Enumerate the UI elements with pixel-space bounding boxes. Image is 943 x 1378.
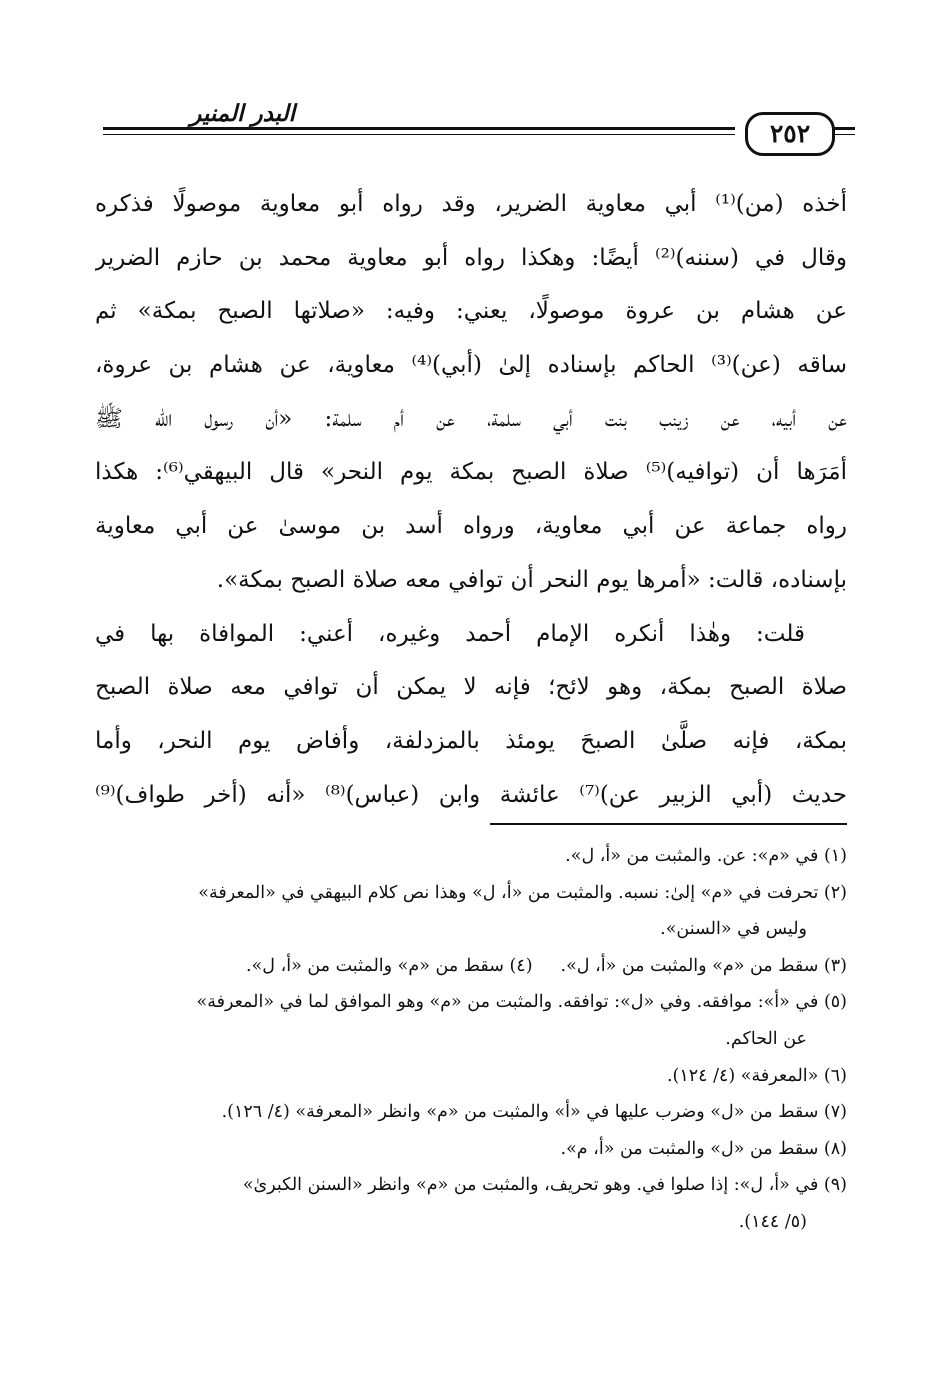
text-line: أخذه (من)⁽¹⁾ أبي معاوية الضرير، وقد رواه أبو معاوية موصولًا فذكره <box>95 191 847 217</box>
header-rule <box>103 127 735 130</box>
footnote: (٩) في «أ، ل»: إذا صلوا في. وهو تحريف، والمثبت من «م» وانظر «السنن الكبرىٰ» <box>242 1175 847 1196</box>
footnote: (٥) في «أ»: موافقه. وفي «ل»: توافقه. والمثبت من «م» وهو الموافق لما في «المعرفة» <box>196 992 847 1013</box>
footnote: (٨) سقط من «ل» والمثبت من «أ، م». <box>560 1138 847 1159</box>
footnote: (١) في «م»: عن. والمثبت من «أ، ل». <box>565 846 847 866</box>
text-line: ساقه (عن)⁽³⁾ الحاكم بإسناده إلىٰ (أبي)⁽⁴⁾ معاوية، عن هشام بن عروة، <box>95 352 847 379</box>
text-line: عن أبيه، عن زينب بنت أبي سلمة، عن أم سلمة: «أن رسول الله ﷺ <box>95 405 847 432</box>
footnote-continuation: (٥/ ١٤٤). <box>738 1211 807 1232</box>
page-number: ٢٥٢ <box>745 112 835 156</box>
text-line: بمكة، فإنه صلَّىٰ الصبحَ يومئذ بالمزدلفة، وأفاض يوم النحر، وأما <box>95 727 847 754</box>
footnote: (٣) سقط من «م» والمثبت من «أ، ل». <box>560 955 847 976</box>
footnote-continuation: وليس في «السنن». <box>660 919 807 940</box>
text-line: عن هشام بن عروة موصولًا، يعني: وفيه: «صلاتها الصبح بمكة» ثم <box>95 298 847 325</box>
footnotes <box>95 838 847 1241</box>
text-line: رواه جماعة عن أبي معاوية، ورواه أسد بن موسىٰ عن أبي معاوية <box>95 513 847 540</box>
text-line: وقال في (سننه)⁽²⁾ أيضًا: وهكذا رواه أبو معاوية محمد بن حازم الضرير <box>95 244 847 271</box>
text-line: صلاة الصبح بمكة، وهو لائح؛ فإنه لا يمكن أن توافي معه صلاة الصبح <box>95 674 847 701</box>
text-line: حديث (أبي الزبير عن)⁽⁷⁾ عائشة وابن (عباس)⁽⁸⁾ «أنه (أخر طواف)⁽⁹⁾ <box>95 781 847 808</box>
text-line: بإسناده، قالت: «أمرها يوم النحر أن توافي معه صلاة الصبح بمكة». <box>216 566 847 593</box>
footnote-continuation: عن الحاكم. <box>725 1028 807 1049</box>
running-title: البدر المنير <box>190 100 295 127</box>
footnote-separator <box>490 823 847 825</box>
text-line: أمَرَها أن (توافيه)⁽⁵⁾ صلاة الصبح بمكة يوم النحر» قال البيهقي⁽⁶⁾: هكذا <box>95 459 847 486</box>
footnote: (٦) «المعرفة» (٤/ ١٢٤). <box>666 1065 847 1086</box>
main-text <box>95 178 847 822</box>
header-rule-thin <box>103 134 735 135</box>
text-line: قلت: وهٰذا أنكره الإمام أحمد وغيره، أعني: الموافاة بها في <box>95 620 805 647</box>
footnote: (٧) سقط من «ل» وضرب عليها في «أ» والمثبت من «م» وانظر «المعرفة» (٤/ ١٢٦). <box>221 1102 847 1123</box>
footnote-pair <box>95 948 847 985</box>
footnote: (٤) سقط من «م» والمثبت من «أ، ل». <box>246 955 533 976</box>
footnote: (٢) تحرفت في «م» إلىٰ: نسبه. والمثبت من «أ، ل» وهذا نص كلام البيهقي في «المعرفة» <box>198 882 847 903</box>
page-header <box>95 96 855 166</box>
